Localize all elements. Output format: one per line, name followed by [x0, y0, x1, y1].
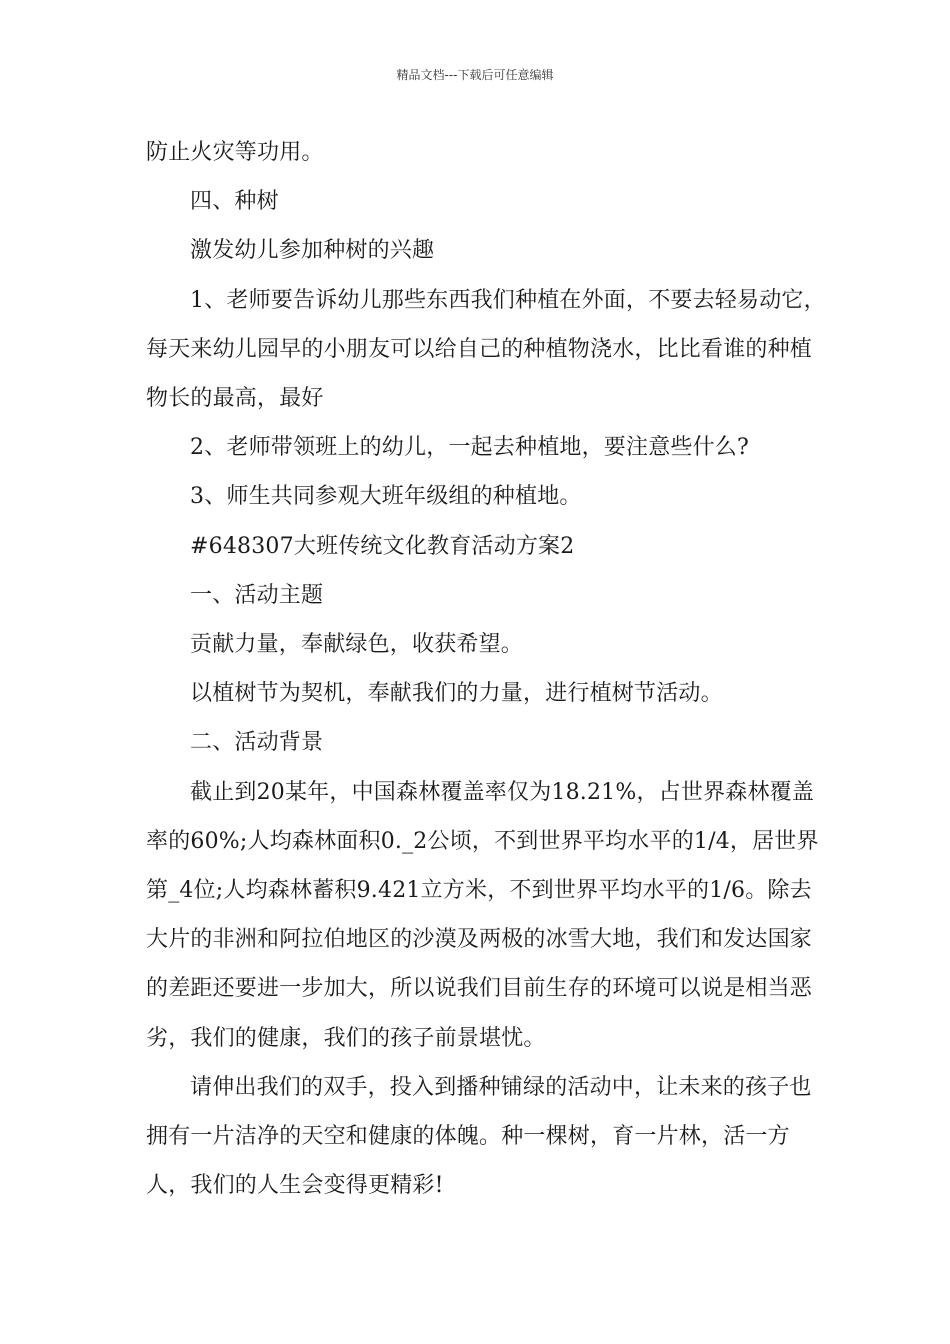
list-item: 2、老师带领班上的幼儿，一起去种植地，要注意些什么?: [190, 435, 749, 461]
paragraph: 激发幼儿参加种树的兴趣: [190, 238, 435, 264]
paragraph: 请伸出我们的双手，投入到播种铺绿的活动中，让未来的孩子也拥有一片洁净的天空和健康的体魄。种一棵树，育一片林，活一方人，我们的人生会变得更精彩!: [146, 1074, 812, 1199]
list-item: 1、老师要告诉幼儿那些东西我们种植在外面，不要去轻易动它，每天来幼儿园早的小朋友可以给自己的种植物浇水，比比看谁的种植物长的最高，最好: [146, 287, 826, 412]
paragraph: 贡献力量，奉献绿色，收获希望。: [190, 632, 524, 658]
document-title: #648307大班传统文化教育活动方案2: [190, 533, 575, 559]
paragraph: 防止火灾等功用。: [146, 140, 324, 165]
page-header: 精品文档---下载后可任意编辑: [396, 68, 554, 82]
list-item: 3、师生共同参观大班年级组的种植地。: [190, 484, 582, 510]
section-heading: 一、活动主题: [190, 582, 324, 608]
paragraph: 以植树节为契机，奉献我们的力量，进行植树节活动。: [190, 681, 723, 707]
section-heading: 二、活动背景: [190, 730, 324, 756]
section-heading: 四、种树: [190, 189, 279, 215]
paragraph: 截止到20某年，中国森林覆盖率仅为18.21%，占世界森林覆盖率的60%;人均森林面积0._2公顷，不到世界平均水平的1/4，居世界第_4位;人均森林蓄积9.421立方米，不到世界平均水平的1/6。除去大片的非洲和阿拉伯地区的沙漠及两极的冰雪大地，我们和发达国家的差距还要进一步加大，所以说我们目前生存的环境可以说是相当恶劣，我们的健康，我们的孩子前景堪忧。: [146, 779, 819, 1051]
document-body: [146, 128, 826, 1210]
